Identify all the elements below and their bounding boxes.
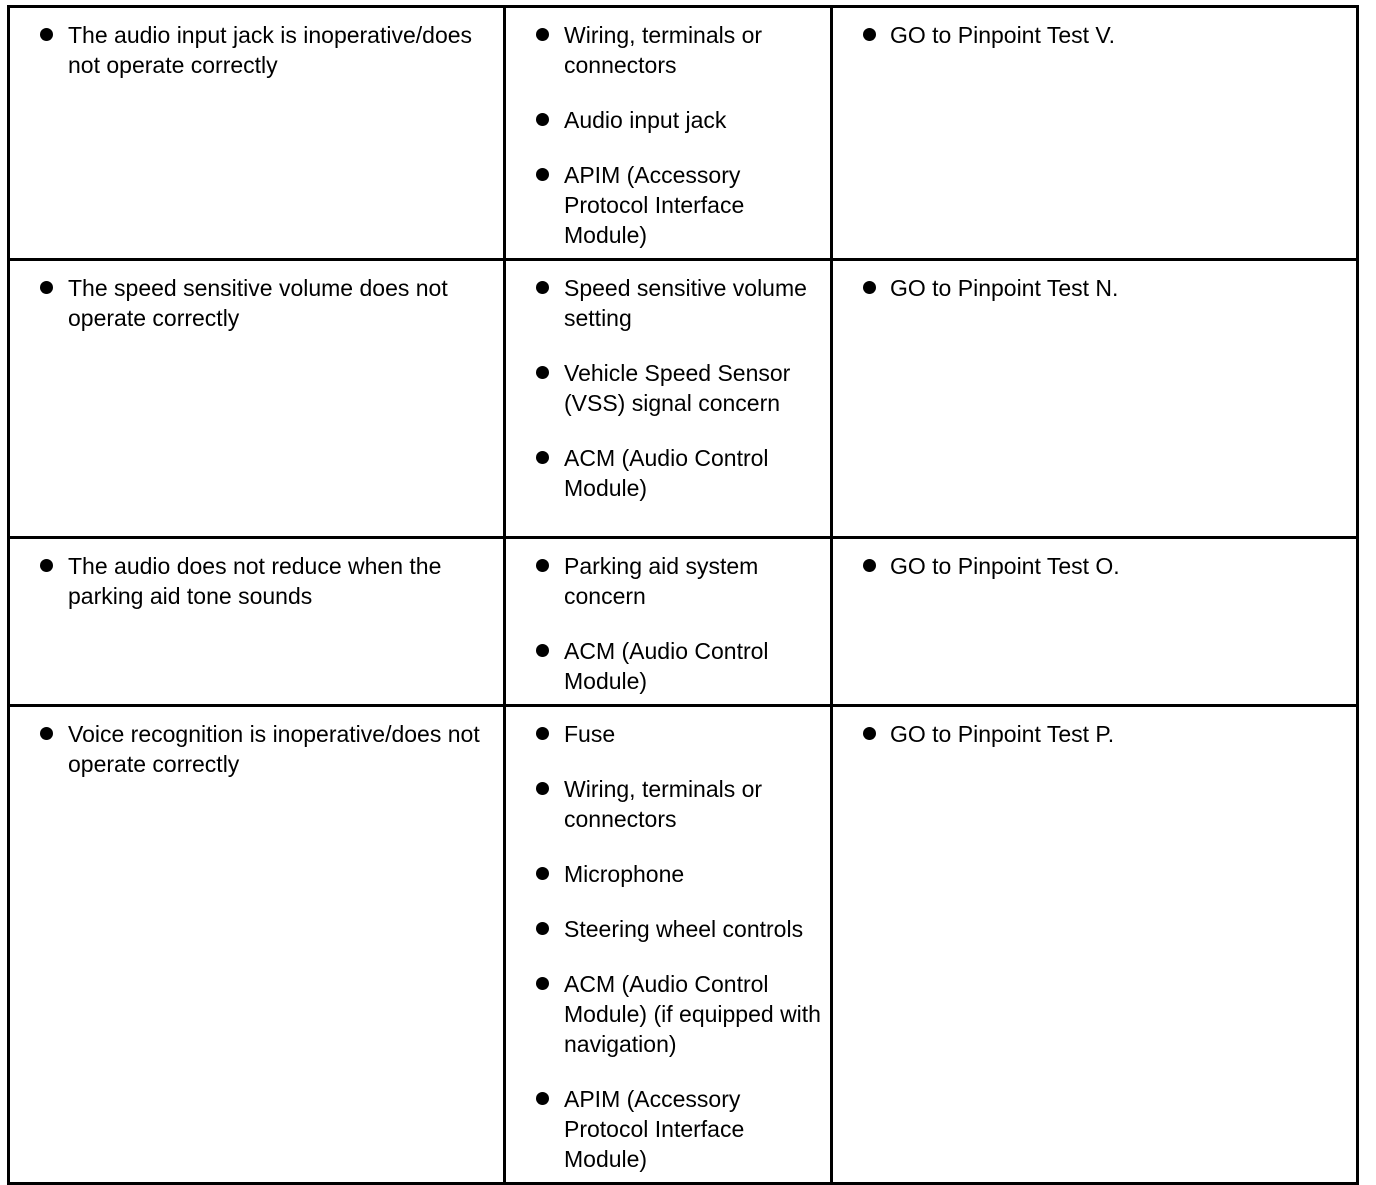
- bullet-icon: [536, 727, 549, 740]
- list-item: [841, 719, 1348, 749]
- list-item: [841, 551, 1348, 581]
- sources-cell: [505, 7, 832, 260]
- list-item: [514, 105, 822, 135]
- list-item: [514, 914, 822, 944]
- bullet-icon: [40, 727, 53, 740]
- bullet-icon: [536, 451, 549, 464]
- action-cell: [832, 260, 1358, 538]
- condition-cell: [9, 260, 505, 538]
- source-text: Microphone: [564, 861, 685, 887]
- source-text: Wiring, terminals or connectors: [564, 22, 763, 78]
- symptom-chart-table: [7, 5, 1359, 1185]
- sources-cell: [505, 706, 832, 1184]
- sources-cell: [505, 538, 832, 706]
- bullet-icon: [536, 168, 549, 181]
- list-item: [514, 443, 822, 503]
- list-item: [514, 273, 822, 333]
- source-text: ACM (Audio Control Module) (if equipped with navigation): [564, 971, 821, 1057]
- condition-cell: [9, 706, 505, 1184]
- bullet-icon: [536, 644, 549, 657]
- source-text: Vehicle Speed Sensor (VSS) signal concern: [564, 360, 791, 416]
- bullet-icon: [536, 867, 549, 880]
- action-text: GO to Pinpoint Test O.: [890, 553, 1120, 579]
- list-item: [514, 358, 822, 418]
- action-text: GO to Pinpoint Test V.: [890, 22, 1116, 48]
- bullet-icon: [536, 922, 549, 935]
- action-cell: [832, 538, 1358, 706]
- list-item: [514, 774, 822, 834]
- bullet-icon: [536, 281, 549, 294]
- table-row: [9, 260, 1358, 538]
- bullet-icon: [536, 782, 549, 795]
- action-text: GO to Pinpoint Test N.: [890, 275, 1119, 301]
- condition-text: The audio does not reduce when the parking aid tone sounds: [68, 553, 442, 609]
- source-text: Fuse: [564, 721, 616, 747]
- condition-text: The audio input jack is inoperative/does not operate correctly: [68, 22, 473, 78]
- list-item: [514, 636, 822, 696]
- bullet-icon: [863, 281, 876, 294]
- bullet-icon: [536, 113, 549, 126]
- source-text: Parking aid system concern: [564, 553, 759, 609]
- list-item: [514, 719, 822, 749]
- sources-cell: [505, 260, 832, 538]
- condition-cell: [9, 7, 505, 260]
- source-text: Speed sensitive volume setting: [564, 275, 807, 331]
- list-item: [514, 551, 822, 611]
- list-item: [841, 273, 1348, 303]
- source-text: APIM (Accessory Protocol Interface Module): [564, 162, 745, 248]
- source-text: Audio input jack: [564, 107, 727, 133]
- bullet-icon: [40, 281, 53, 294]
- bullet-icon: [536, 1092, 549, 1105]
- source-text: Steering wheel controls: [564, 916, 804, 942]
- bullet-icon: [536, 28, 549, 41]
- bullet-icon: [536, 977, 549, 990]
- bullet-icon: [863, 28, 876, 41]
- list-item: [514, 160, 822, 250]
- condition-cell: [9, 538, 505, 706]
- action-cell: [832, 706, 1358, 1184]
- bullet-icon: [40, 559, 53, 572]
- list-item: [514, 20, 822, 80]
- bullet-icon: [863, 727, 876, 740]
- list-item: [514, 969, 822, 1059]
- list-item: [514, 1084, 822, 1174]
- source-text: ACM (Audio Control Module): [564, 638, 769, 694]
- bullet-icon: [863, 559, 876, 572]
- bullet-icon: [536, 559, 549, 572]
- table-row: [9, 7, 1358, 260]
- action-cell: [832, 7, 1358, 260]
- source-text: ACM (Audio Control Module): [564, 445, 769, 501]
- bullet-icon: [536, 366, 549, 379]
- action-text: GO to Pinpoint Test P.: [890, 721, 1115, 747]
- list-item: [18, 273, 495, 333]
- list-item: [18, 20, 495, 80]
- list-item: [18, 551, 495, 611]
- bullet-icon: [40, 28, 53, 41]
- table-row: [9, 706, 1358, 1184]
- list-item: [514, 859, 822, 889]
- list-item: [18, 719, 495, 779]
- condition-text: The speed sensitive volume does not operate correctly: [68, 275, 448, 331]
- source-text: Wiring, terminals or connectors: [564, 776, 763, 832]
- condition-text: Voice recognition is inoperative/does not operate correctly: [68, 721, 480, 777]
- source-text: APIM (Accessory Protocol Interface Module): [564, 1086, 745, 1172]
- list-item: [841, 20, 1348, 50]
- table-row: [9, 538, 1358, 706]
